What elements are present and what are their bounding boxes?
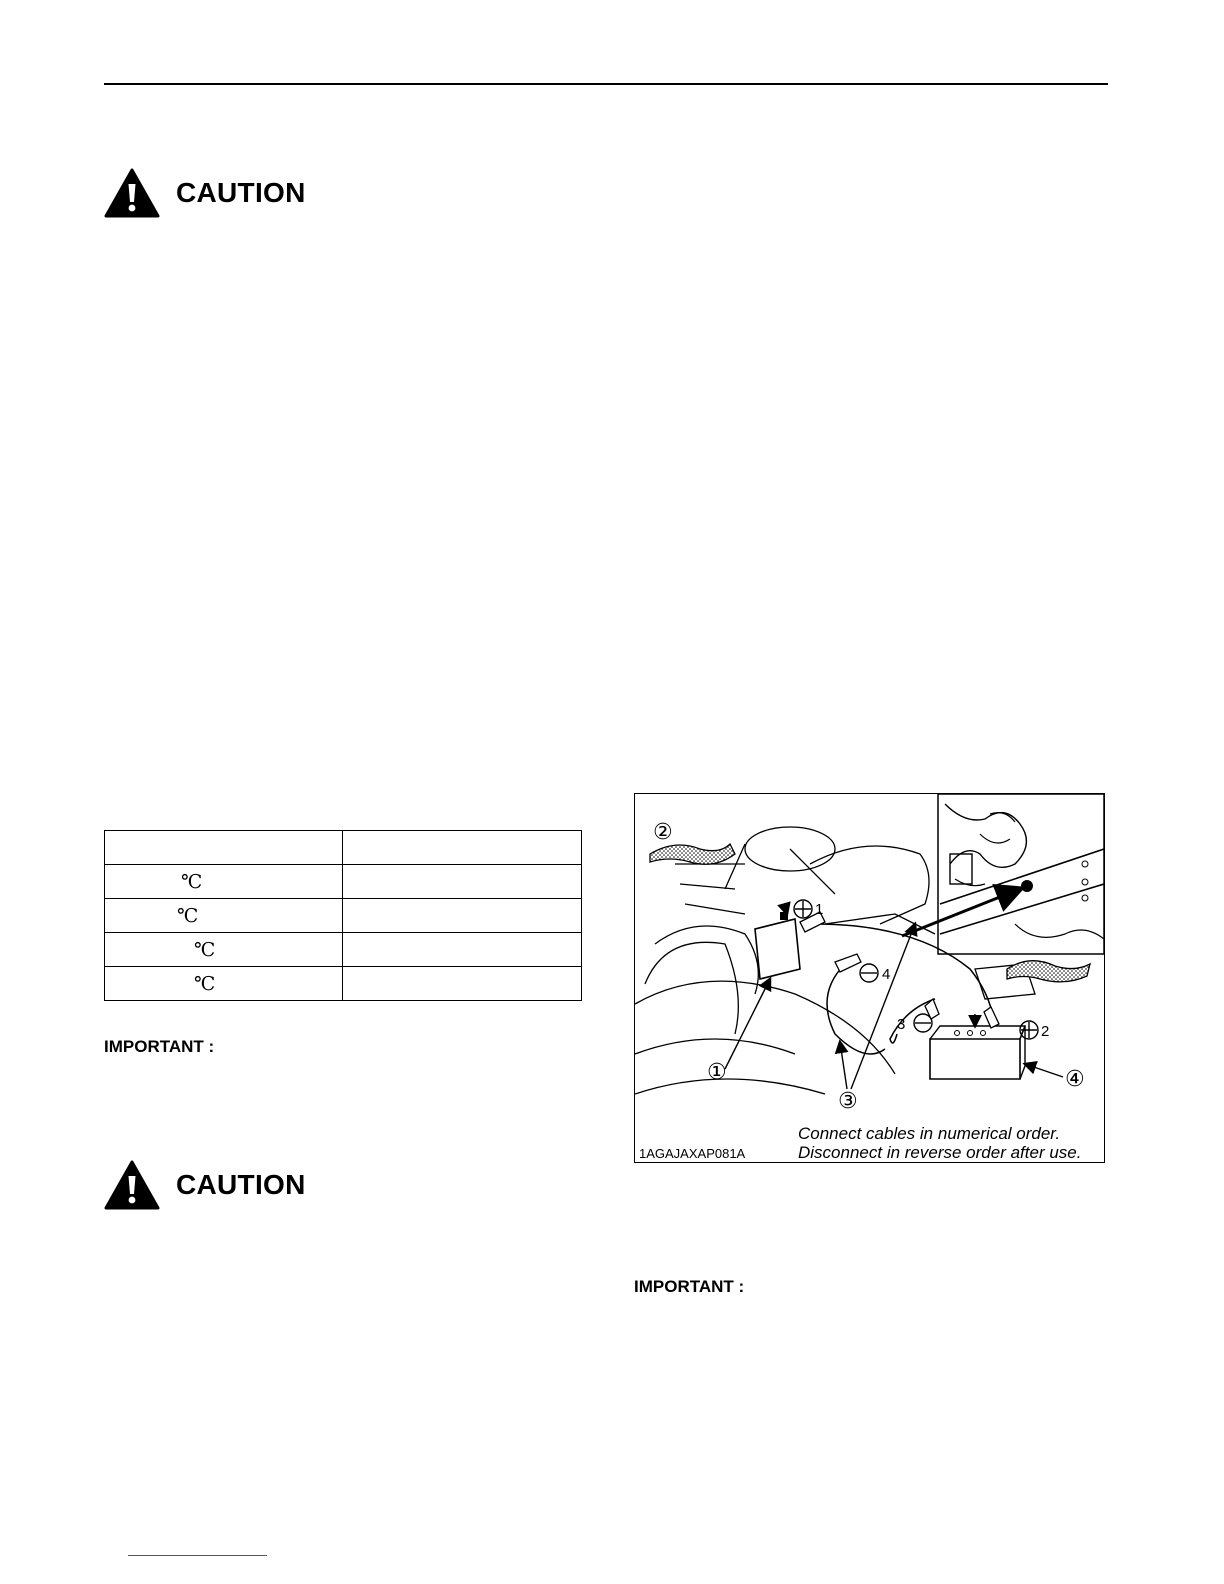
warning-triangle-icon — [104, 168, 160, 218]
terminal-label-pos2: 2 — [1041, 1023, 1050, 1040]
caution-label: CAUTION — [176, 1169, 306, 1200]
value-cell — [343, 967, 582, 1001]
header-rule — [104, 83, 1108, 85]
table-row — [105, 967, 582, 1001]
table-row — [105, 865, 582, 899]
degree-symbol: ℃ — [177, 904, 199, 927]
terminal-label-neg4: 4 — [882, 966, 891, 983]
value-cell — [343, 865, 582, 899]
table-row — [105, 933, 582, 967]
temp-cell — [105, 933, 343, 967]
caution-label: CAUTION — [176, 177, 306, 208]
degree-symbol: ℃ — [194, 972, 216, 995]
important-label-left: IMPORTANT : — [104, 1037, 215, 1056]
table-row — [105, 899, 582, 933]
table-header-row — [105, 831, 582, 865]
important-label-right: IMPORTANT : — [634, 1277, 745, 1296]
cloth-right — [1007, 961, 1090, 982]
jump-start-illustration — [634, 793, 1105, 1163]
figure-code: 1AGAJAXAP081A — [639, 1146, 746, 1161]
caution-heading-top — [104, 168, 306, 218]
terminal-label-neg3: 3 — [897, 1016, 906, 1033]
booster-battery — [930, 1026, 1025, 1079]
callout-cloth: ② — [653, 820, 673, 845]
terminal-label-pos1: 1 — [815, 901, 824, 918]
temp-cell — [105, 967, 343, 1001]
caption-line-2: Disconnect in reverse order after use. — [798, 1143, 1082, 1162]
jump-start-diagram — [635, 794, 1104, 1162]
temp-cell — [105, 865, 343, 899]
table-header-cell — [105, 831, 343, 865]
degree-symbol: ℃ — [194, 938, 216, 961]
callout-tractor-battery: ① — [707, 1060, 727, 1085]
callout-jumper-cables: ③ — [838, 1089, 858, 1114]
tractor-battery — [755, 912, 800, 979]
value-cell — [343, 933, 582, 967]
callout-booster-battery: ④ — [1065, 1067, 1085, 1092]
value-cell — [343, 899, 582, 933]
engine-frame-inset — [938, 794, 1104, 954]
temp-cell — [105, 899, 343, 933]
caption-line-1: Connect cables in numerical order. — [798, 1124, 1061, 1143]
footer-link-underline[interactable] — [128, 1555, 267, 1556]
warning-triangle-icon — [104, 1160, 160, 1210]
caution-heading-bottom — [104, 1160, 306, 1210]
temperature-table — [104, 830, 582, 1001]
degree-symbol: ℃ — [181, 870, 203, 893]
table-header-cell — [343, 831, 582, 865]
cloth-left — [650, 844, 735, 864]
